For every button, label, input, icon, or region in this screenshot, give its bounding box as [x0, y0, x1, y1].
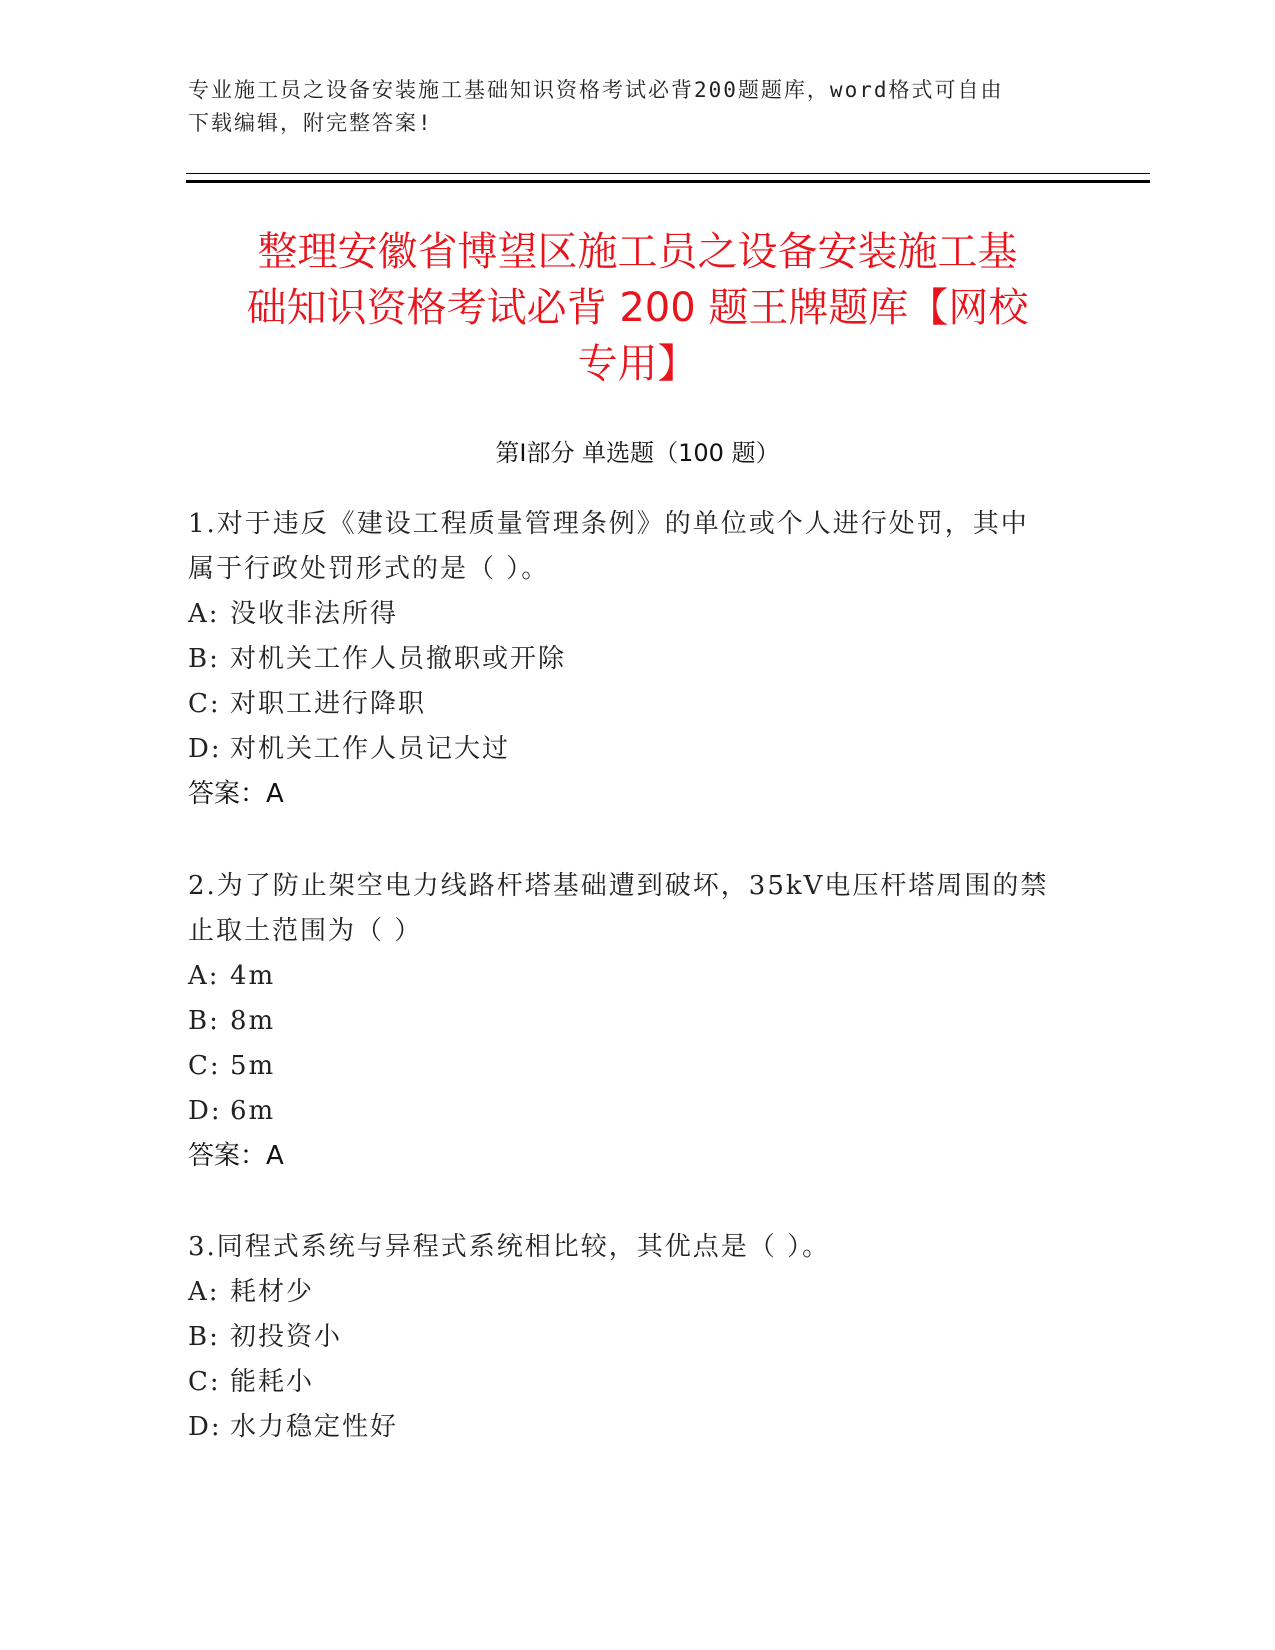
option-letter: C: [188, 1367, 221, 1397]
option-letter: D: [188, 1412, 222, 1442]
question-2-option-c [188, 1044, 1088, 1089]
question-2-option-a [188, 954, 1088, 999]
header-divider-thick [186, 180, 1150, 183]
question-2-answer: 答案：A [188, 1141, 284, 1171]
option-text: 没收非法所得 [230, 599, 399, 629]
question-1-option-d [188, 727, 1088, 772]
option-letter: B: [188, 1322, 220, 1352]
title-line2: 础知识资格考试必背 200 题王牌题库【网校 [246, 285, 1029, 331]
header-note-line2: 下载编辑，附完整答案! [188, 111, 433, 135]
question-1-option-a [188, 592, 1088, 637]
title-line3: 专用】 [577, 341, 698, 387]
option-text: 6m [230, 1096, 276, 1126]
option-letter: D: [188, 1096, 222, 1126]
option-text: 初投资小 [230, 1322, 343, 1352]
option-letter: A: [188, 599, 220, 629]
header-divider-thin [186, 173, 1150, 174]
option-text: 5m [230, 1051, 276, 1081]
question-1-option-b [188, 637, 1088, 682]
title-line1: 整理安徽省博望区施工员之设备安装施工基 [257, 229, 1018, 275]
option-text: 对机关工作人员撤职或开除 [230, 644, 567, 674]
option-text: 4m [230, 961, 276, 991]
question-2 [188, 864, 1088, 1179]
option-text: 能耗小 [230, 1367, 315, 1397]
option-text: 水力稳定性好 [230, 1412, 399, 1442]
option-text: 8m [230, 1006, 276, 1036]
option-letter: B: [188, 1006, 220, 1036]
question-3-option-d [188, 1405, 1088, 1450]
option-letter: A: [188, 961, 220, 991]
header-note-line1: 专业施工员之设备安装施工基础知识资格考试必背200题题库，word格式可自由 [188, 78, 1004, 102]
question-1-option-c [188, 682, 1088, 727]
option-letter: D: [188, 734, 222, 764]
option-text: 耗材少 [230, 1277, 315, 1307]
question-3-stem-line1: 3.同程式系统与异程式系统相比较，其优点是（ ）。 [188, 1232, 831, 1262]
question-2-option-b [188, 999, 1088, 1044]
question-1 [188, 502, 1088, 817]
question-2-stem-line2: 止取土范围为（ ） [188, 916, 423, 946]
section-heading: 第Ⅰ部分 单选题（100 题） [495, 439, 780, 467]
question-1-stem-line2: 属于行政处罚形式的是（ ）。 [188, 554, 550, 584]
header-note [188, 74, 1088, 140]
question-3 [188, 1225, 1088, 1450]
question-2-stem-line1: 2.为了防止架空电力线路杆塔基础遭到破坏，35kV电压杆塔周围的禁 [188, 871, 1049, 901]
question-2-option-d [188, 1089, 1088, 1134]
question-3-option-a [188, 1270, 1088, 1315]
question-3-option-b [188, 1315, 1088, 1360]
option-letter: C: [188, 689, 221, 719]
option-text: 对机关工作人员记大过 [230, 734, 511, 764]
option-letter: C: [188, 1051, 221, 1081]
question-3-option-c [188, 1360, 1088, 1405]
question-1-stem-line1: 1.对于违反《建设工程质量管理条例》的单位或个人进行处罚，其中 [188, 509, 1029, 539]
option-letter: A: [188, 1277, 220, 1307]
document-title [150, 224, 1125, 392]
question-1-answer: 答案：A [188, 779, 284, 809]
option-letter: B: [188, 644, 220, 674]
option-text: 对职工进行降职 [230, 689, 427, 719]
